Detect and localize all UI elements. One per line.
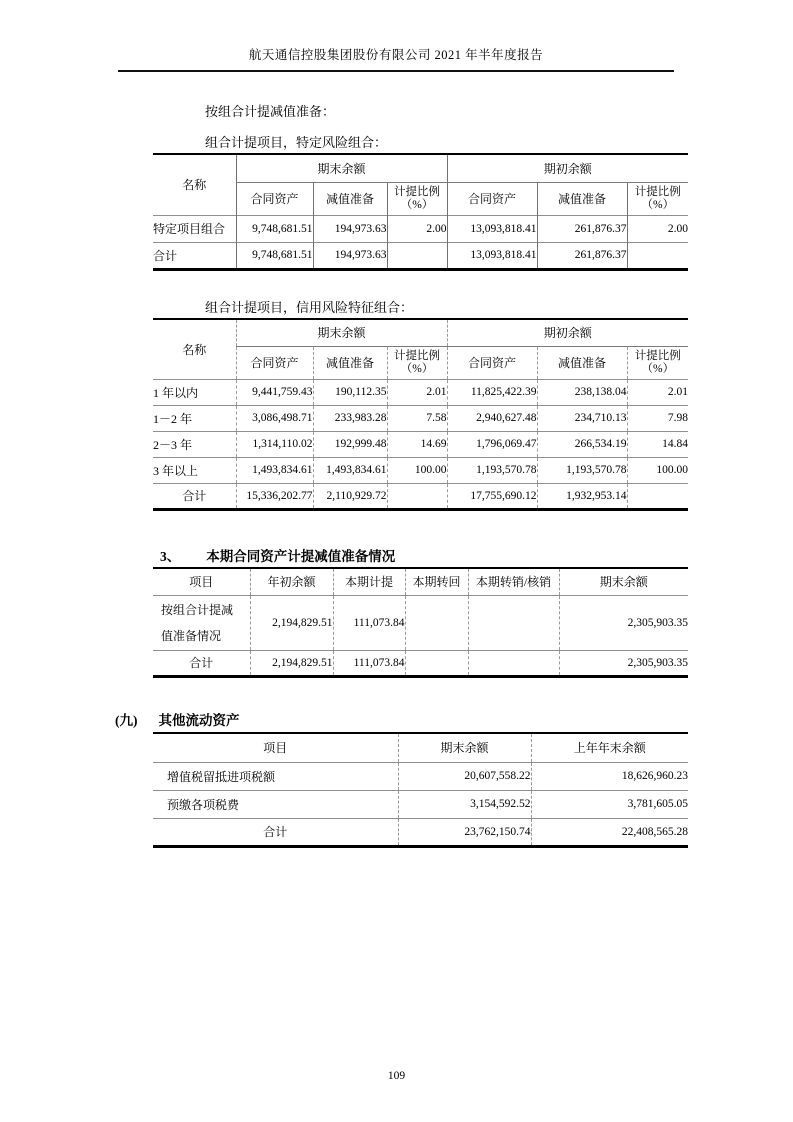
provision-ratio-header xyxy=(627,346,688,379)
name-header: 名称 xyxy=(182,178,207,193)
table-head xyxy=(153,733,688,762)
item-header: 项目 xyxy=(189,575,214,590)
provision-ratio-line1: 计提比例 xyxy=(634,349,681,362)
value-cell: 1,314,110.02 xyxy=(236,431,313,457)
table-body xyxy=(153,762,688,846)
current-provision-header: 本期计提 xyxy=(333,568,405,595)
row-label: 预缴各项税费 xyxy=(153,790,398,818)
provision-ratio-line2: （%） xyxy=(400,362,434,375)
credit-risk-portfolio-line: 组合计提项目，信用风险特征组合： xyxy=(205,300,414,315)
contract-asset-header: 合同资产 xyxy=(447,182,537,215)
section9-heading xyxy=(115,709,240,729)
value-cell xyxy=(468,595,559,650)
current-writeoff-header: 本期转销/核销 xyxy=(468,568,559,595)
value-cell xyxy=(405,595,468,650)
value-cell: 1,193,570.78 xyxy=(447,457,537,483)
table-body xyxy=(153,595,688,676)
value-cell: 192,999.48 xyxy=(313,431,387,457)
value-cell: 2.01 xyxy=(387,379,447,405)
value-cell: 3,781,605.05 xyxy=(531,790,688,818)
group-header-row xyxy=(153,154,688,182)
provision-ratio-header xyxy=(387,346,447,379)
value-cell: 233,983.28 xyxy=(313,405,387,431)
table-row xyxy=(153,595,688,650)
header-row xyxy=(153,568,688,595)
value-cell: 2,940,627.48 xyxy=(447,405,537,431)
value-cell: 194,973.63 xyxy=(313,242,387,269)
value-cell: 17,755,690.12 xyxy=(447,483,537,509)
closing-balance-header: 期末余额 xyxy=(559,568,688,595)
table-row xyxy=(153,431,688,457)
table-body xyxy=(153,379,688,509)
impairment-provision-header: 减值准备 xyxy=(313,346,387,379)
value-cell: 261,876.37 xyxy=(537,242,627,269)
value-cell: 1,796,069.47 xyxy=(447,431,537,457)
value-cell: 2,305,903.35 xyxy=(559,595,688,650)
beginning-balance-group-header: 期初余额 xyxy=(447,319,688,346)
table-row xyxy=(153,215,688,242)
table-head xyxy=(153,154,688,215)
page-header xyxy=(118,45,674,72)
value-cell: 194,973.63 xyxy=(313,215,387,242)
value-cell xyxy=(627,483,688,509)
value-cell: 111,073.84 xyxy=(333,650,405,676)
total-row xyxy=(153,818,688,846)
value-cell: 1,493,834.61 xyxy=(236,457,313,483)
value-cell: 234,710.13 xyxy=(537,405,627,431)
value-cell: 13,093,818.41 xyxy=(447,215,537,242)
table-row xyxy=(153,790,688,818)
prior-year-end-balance-header: 上年年末余额 xyxy=(531,733,688,762)
provision-ratio-line1: 计提比例 xyxy=(634,185,681,198)
value-cell xyxy=(405,650,468,676)
row-label: 1－2 年 xyxy=(153,405,236,431)
value-cell: 9,748,681.51 xyxy=(236,242,313,269)
provision-ratio-line2: （%） xyxy=(641,362,675,375)
value-cell: 100.00 xyxy=(387,457,447,483)
provision-ratio-header xyxy=(627,182,688,215)
value-cell: 2,194,829.51 xyxy=(250,650,333,676)
row-label: 2－3 年 xyxy=(153,431,236,457)
value-cell xyxy=(468,650,559,676)
table-row xyxy=(153,457,688,483)
row-label: 按组合计提减值准备情况 xyxy=(153,595,250,650)
specific-risk-portfolio-line: 组合计提项目，特定风险组合： xyxy=(205,135,388,150)
credit-risk-portfolio-table xyxy=(153,318,688,511)
closing-balance-header: 期末余额 xyxy=(398,733,531,762)
header-row xyxy=(153,733,688,762)
total-row xyxy=(153,483,688,509)
row-label: 合计 xyxy=(153,818,398,846)
row-label: 合计 xyxy=(153,483,236,509)
value-cell: 9,441,759.43 xyxy=(236,379,313,405)
value-cell: 2.01 xyxy=(627,379,688,405)
value-cell: 11,825,422.39 xyxy=(447,379,537,405)
value-cell: 14.84 xyxy=(627,431,688,457)
provision-ratio-header xyxy=(387,182,447,215)
value-cell: 13,093,818.41 xyxy=(447,242,537,269)
row-label: 特定项目组合 xyxy=(153,215,236,242)
value-cell: 1,193,570.78 xyxy=(537,457,627,483)
value-cell: 238,138.04 xyxy=(537,379,627,405)
table-head xyxy=(153,319,688,379)
value-cell: 2,305,903.35 xyxy=(559,650,688,676)
value-cell: 2,110,929.72 xyxy=(313,483,387,509)
provision-ratio-line1: 计提比例 xyxy=(394,349,441,362)
opening-balance-header: 年初余额 xyxy=(250,568,333,595)
row-label: 3 年以上 xyxy=(153,457,236,483)
name-header: 名称 xyxy=(182,342,207,357)
beginning-balance-group-header: 期初余额 xyxy=(447,154,688,182)
impairment-provision-header: 减值准备 xyxy=(313,182,387,215)
specific-risk-portfolio-table xyxy=(153,153,688,271)
value-cell: 3,086,498.71 xyxy=(236,405,313,431)
value-cell: 23,762,150.74 xyxy=(398,818,531,846)
row-label: 合计 xyxy=(153,650,250,676)
value-cell: 261,876.37 xyxy=(537,215,627,242)
row-label: 合计 xyxy=(153,242,236,269)
table-body xyxy=(153,215,688,269)
section9-title: 其他流动资产 xyxy=(158,713,240,728)
value-cell: 3,154,592.52 xyxy=(398,790,531,818)
table-row xyxy=(153,379,688,405)
provision-method-line: 按组合计提减值准备： xyxy=(205,104,336,119)
impairment-provision-header: 减值准备 xyxy=(537,182,627,215)
ending-balance-group-header: 期末余额 xyxy=(236,319,447,346)
contract-asset-header: 合同资产 xyxy=(236,346,313,379)
value-cell: 266,534.19 xyxy=(537,431,627,457)
total-row xyxy=(153,650,688,676)
provision-ratio-line2: （%） xyxy=(400,198,434,211)
value-cell: 7.98 xyxy=(627,405,688,431)
value-cell: 190,112.35 xyxy=(313,379,387,405)
value-cell: 18,626,960.23 xyxy=(531,762,688,790)
section3-title: 本期合同资产计提减值准备情况 xyxy=(206,549,396,564)
provision-ratio-line2: （%） xyxy=(641,198,675,211)
value-cell: 22,408,565.28 xyxy=(531,818,688,846)
value-cell: 1,932,953.14 xyxy=(537,483,627,509)
current-reversal-header: 本期转回 xyxy=(405,568,468,595)
other-current-assets-table xyxy=(153,732,688,848)
table-head xyxy=(153,568,688,595)
value-cell xyxy=(387,483,447,509)
contract-asset-header: 合同资产 xyxy=(236,182,313,215)
row-label: 增值税留抵进项税额 xyxy=(153,762,398,790)
value-cell: 100.00 xyxy=(627,457,688,483)
value-cell: 2.00 xyxy=(387,215,447,242)
value-cell xyxy=(387,242,447,269)
contract-asset-header: 合同资产 xyxy=(447,346,537,379)
page-number: 109 xyxy=(387,1070,406,1082)
ending-balance-group-header: 期末余额 xyxy=(236,154,447,182)
table-row xyxy=(153,405,688,431)
value-cell: 2,194,829.51 xyxy=(250,595,333,650)
provision-ratio-line1: 计提比例 xyxy=(394,185,441,198)
total-row xyxy=(153,242,688,269)
value-cell: 15,336,202.77 xyxy=(236,483,313,509)
table-row xyxy=(153,762,688,790)
impairment-provision-header: 减值准备 xyxy=(537,346,627,379)
item-header: 项目 xyxy=(263,741,288,756)
impairment-provision-table xyxy=(153,567,688,678)
value-cell: 1,493,834.61 xyxy=(313,457,387,483)
value-cell: 9,748,681.51 xyxy=(236,215,313,242)
group-header-row xyxy=(153,319,688,346)
report-title: 航天通信控股集团股份有限公司 2021 年半年度报告 xyxy=(248,48,544,62)
value-cell: 111,073.84 xyxy=(333,595,405,650)
section3-heading xyxy=(160,545,395,565)
value-cell: 20,607,558.22 xyxy=(398,762,531,790)
section9-number: (九) xyxy=(115,713,138,728)
value-cell: 7.58 xyxy=(387,405,447,431)
value-cell: 14.69 xyxy=(387,431,447,457)
section3-number: 3、 xyxy=(160,549,181,564)
row-label: 1 年以内 xyxy=(153,379,236,405)
value-cell: 2.00 xyxy=(627,215,688,242)
value-cell xyxy=(627,242,688,269)
